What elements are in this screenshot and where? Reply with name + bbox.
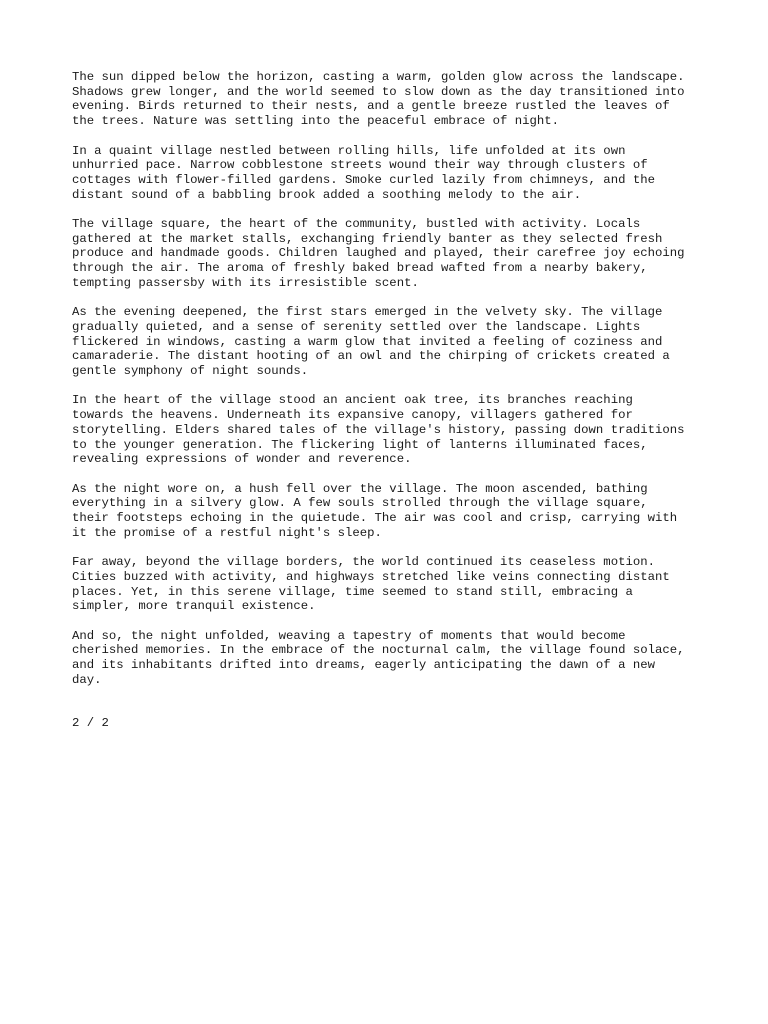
paragraph-1: The sun dipped below the horizon, casting a warm, golden glow across the landscape. Shadows grew longer, and the world seemed to slow down as the day transitioned into evening. Birds returned to their nests, and a gentle breeze rustled the leaves of the trees. Nature was settling into the peaceful embrace of night. [72, 70, 685, 129]
page-number: 2 / 2 [72, 716, 109, 730]
paragraph-5: In the heart of the village stood an ancient oak tree, its branches reaching towards the heavens. Underneath its expansive canopy, villagers gathered for storytelling. Elders shared tales of the village's history, passing down traditions to the younger generation. The flickering light of lanterns illuminated faces, revealing expressions of wonder and reverence. [72, 393, 685, 467]
paragraph-4: As the evening deepened, the first stars emerged in the velvety sky. The village gradually quieted, and a sense of serenity settled over the landscape. Lights flickered in windows, casting a warm glow that invited a feeling of coziness and camaraderie. The distant hooting of an owl and the chirping of crickets created a gentle symphony of night sounds. [72, 305, 670, 379]
paragraph-3: The village square, the heart of the community, bustled with activity. Locals gathered at the market stalls, exchanging friendly banter as they selected fresh produce and handmade goods. Children laughed and played, their carefree joy echoing through the air. The aroma of freshly baked bread wafted from a nearby bakery, tempting passersby with its irresistible scent. [72, 217, 685, 290]
paragraph-6: As the night wore on, a hush fell over the village. The moon ascended, bathing everything in a silvery glow. A few souls strolled through the village square, their footsteps echoing in the quietude. The air was cool and crisp, carrying with it the promise of a restful night's sleep. [72, 481, 678, 540]
paragraph-7: Far away, beyond the village borders, the world continued its ceaseless motion. Cities buzzed with activity, and highways stretched like veins connecting distant places. Yet, in this serene village, time seemed to stand still, embracing a simpler, more tranquil existence. [72, 555, 670, 614]
paragraph-8: And so, the night unfolded, weaving a tapestry of moments that would become cherished memories. In the embrace of the nocturnal calm, the village found solace, and its inhabitants drifted into dreams, eagerly anticipating the dawn of a new day. [72, 628, 685, 687]
paragraph-2: In a quaint village nestled between rolling hills, life unfolded at its own unhurried pace. Narrow cobblestone streets wound their way through clusters of cottages with flower-filled gardens. Smoke curled lazily from chimneys, and the distant sound of a babbling brook added a soothing melody to the air. [72, 143, 655, 202]
document-body [72, 70, 712, 702]
